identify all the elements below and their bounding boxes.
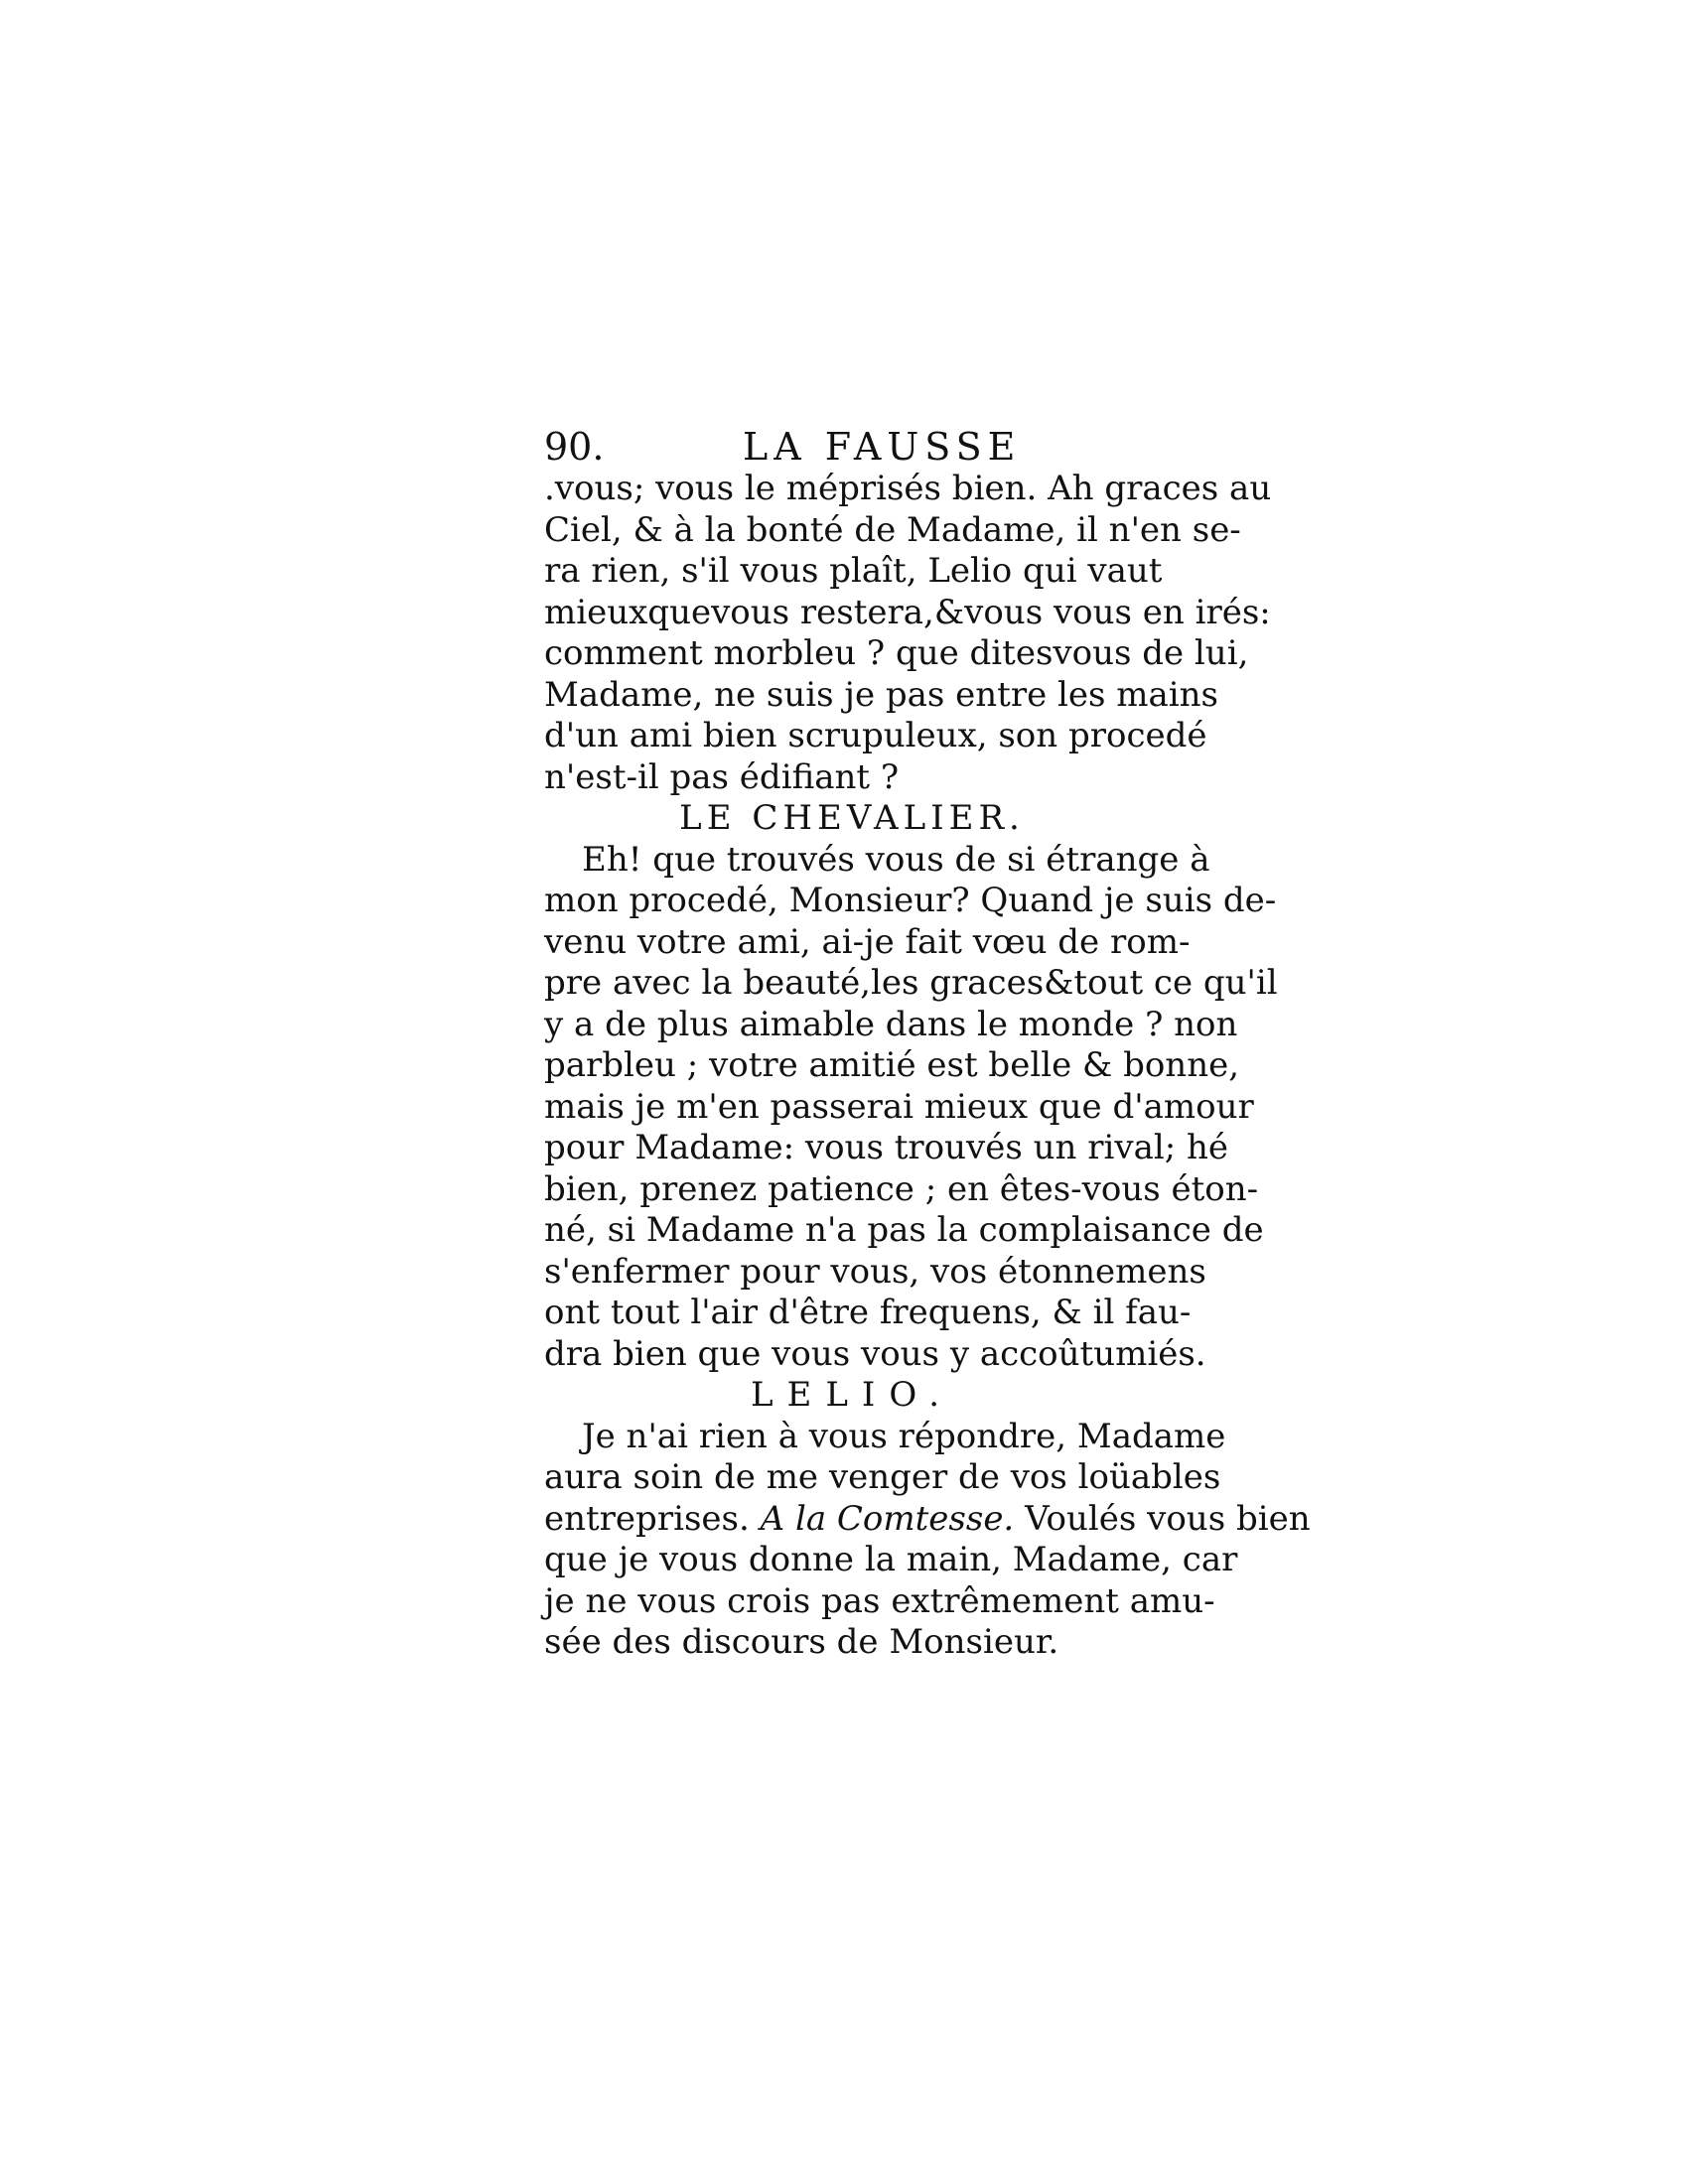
- running-title: LA FAUSSE: [743, 425, 1022, 469]
- text-line: Je n'ai rien à vous répondre, Madame: [582, 1416, 1226, 1456]
- text-line: Eh! que trouvés vous de si étrange à: [582, 839, 1210, 880]
- page-number: 90.: [544, 425, 605, 469]
- text-line: mais je m'en passerai mieux que d'amour: [544, 1086, 1254, 1127]
- stage-direction: A la Comtesse.: [760, 1498, 1015, 1539]
- text-line: venu votre ami, ai-je fait vœu de rom-: [544, 921, 1191, 962]
- page-header: [544, 425, 1160, 469]
- text-line: s'enfermer pour vous, vos étonnemens: [544, 1251, 1206, 1292]
- text-line: dra bien que vous vous y accoûtumiés.: [544, 1333, 1206, 1374]
- text-line: aura soin de me venger de vos loüables: [544, 1457, 1221, 1497]
- text-line-with-stage-direction: [544, 1498, 1311, 1541]
- text-line: Ciel, & à la bonté de Madame, il n'en se-: [544, 509, 1241, 550]
- text-line: ra rien, s'il vous plaît, Lelio qui vaut: [544, 551, 1163, 591]
- text-line: mieuxquevous restera,&vous vous en irés:: [544, 592, 1271, 632]
- text-line: bien, prenez patience ; en êtes-vous éton-: [544, 1168, 1259, 1209]
- speaker-heading-chevalier: LE CHEVALIER.: [679, 798, 1025, 838]
- chevalier-speech: [544, 839, 1278, 1376]
- text-line: je ne vous crois pas extrêmement amu-: [544, 1580, 1215, 1621]
- continued-speech: [544, 469, 1272, 798]
- text-line: Madame, ne suis je pas entre les mains: [544, 674, 1219, 715]
- speaker-heading-lelio: LELIO.: [750, 1375, 954, 1415]
- text-line: n'est-il pas édifiant ?: [544, 756, 900, 797]
- text-segment: entreprises.: [544, 1498, 750, 1539]
- text-line: .vous; vous le méprisés bien. Ah graces au: [544, 469, 1272, 508]
- text-block: [544, 425, 1311, 1664]
- text-line: que je vous donne la main, Madame, car: [544, 1540, 1238, 1579]
- text-line: pre avec la beauté,les graces&tout ce qu'il: [544, 963, 1278, 1003]
- text-line: sée des discours de Monsieur.: [544, 1622, 1059, 1662]
- text-line: mon procedé, Monsieur? Quand je suis de-: [544, 881, 1277, 920]
- text-line: comment morbleu ? que ditesvous de lui,: [544, 633, 1249, 673]
- text-line: ont tout l'air d'être frequens, & il fau-: [544, 1293, 1192, 1332]
- text-line: né, si Madame n'a pas la complaisance de: [544, 1210, 1264, 1250]
- text-line: d'un ami bien scrupuleux, son procedé: [544, 716, 1207, 755]
- text-line: parbleu ; votre amitié est belle & bonne,: [544, 1045, 1240, 1085]
- text-line: pour Madame: vous trouvés un rival; hé: [544, 1128, 1228, 1167]
- text-line: y a de plus aimable dans le monde ? non: [544, 1004, 1238, 1044]
- text-segment: Voulés vous bien: [1025, 1498, 1311, 1539]
- lelio-speech: [544, 1416, 1311, 1664]
